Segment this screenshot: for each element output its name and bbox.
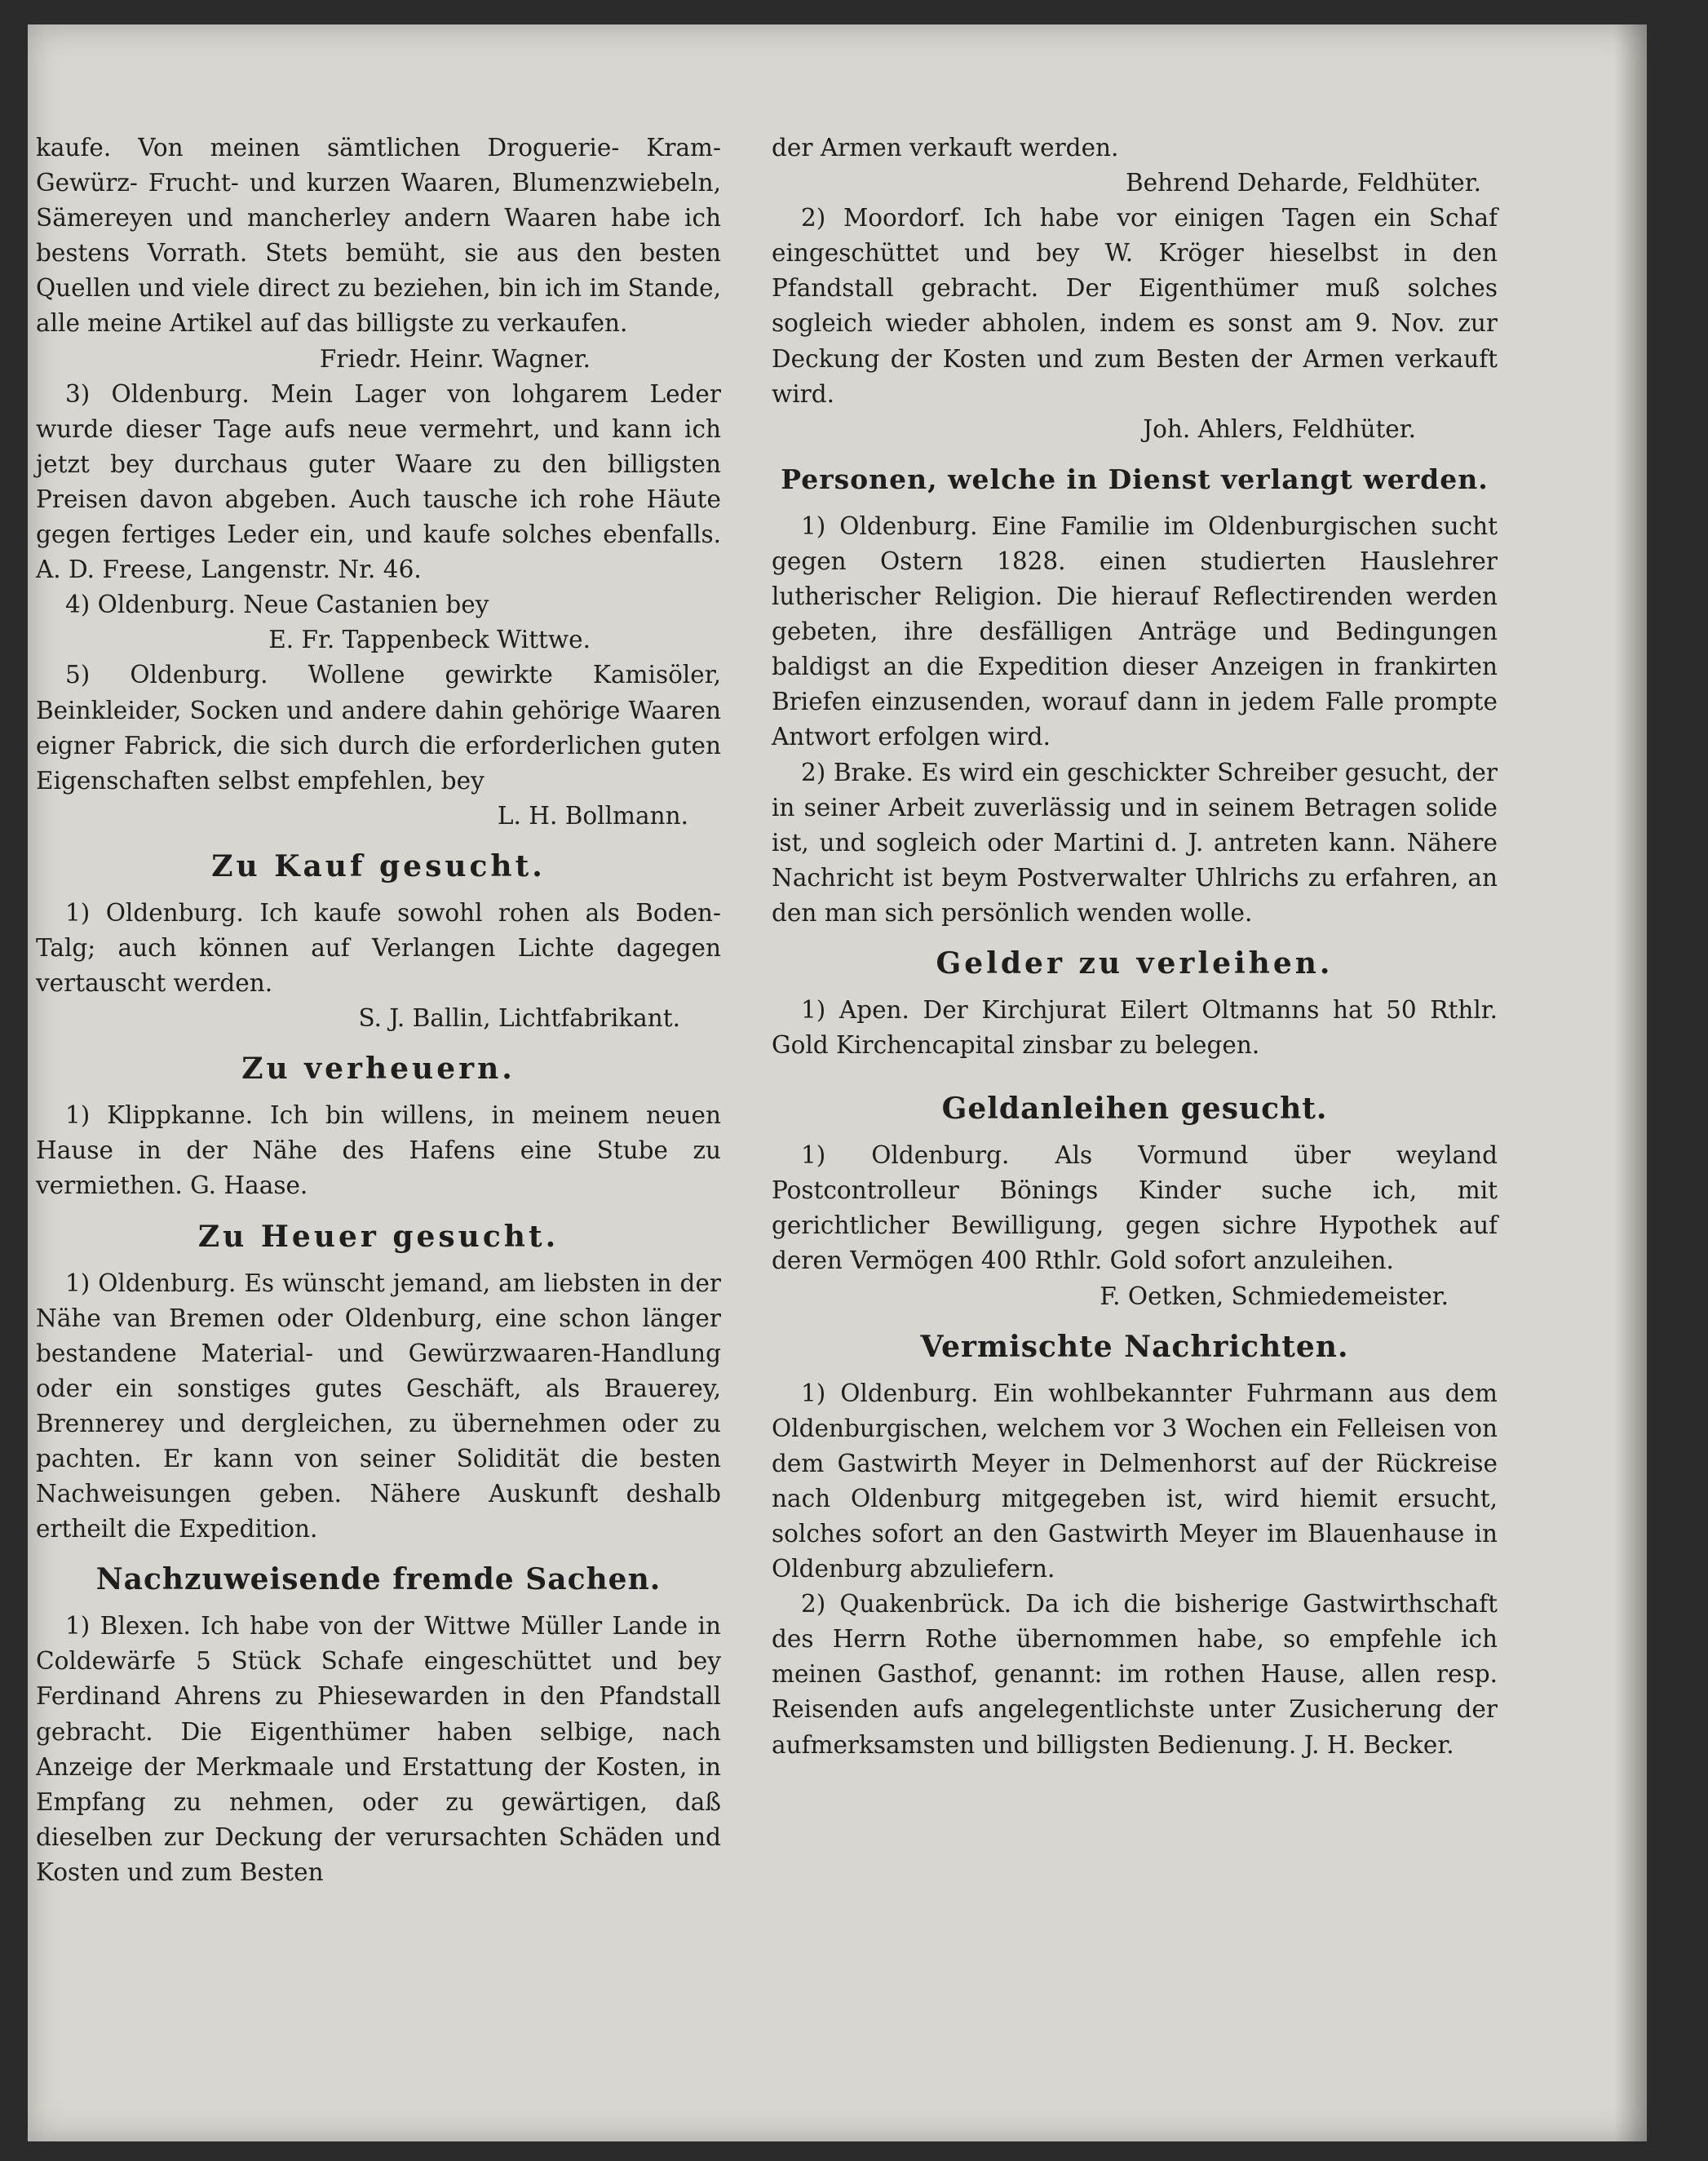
right-column <box>772 131 1498 1763</box>
section-heading: Gelder zu verleihen. <box>936 945 1334 981</box>
notice-text: 1) Apen. Der Kirchjurat Eilert Oltmanns hat 50 Rthlr. Gold Kirchencapital zinsbar zu belegen. <box>772 995 1498 1060</box>
section-heading: Personen, welche in Dienst verlangt werden. <box>781 463 1489 495</box>
notice-text: 1) Oldenburg. Als Vormund über weyland Postcontrolleur Bönings Kinder suche ich, mit gerichtlicher Bewilligung, gegen sichre Hypothek auf deren Vermögen 400 Rthlr. Gold sofort anzuleihen. <box>772 1141 1498 1275</box>
section-heading: Zu Heuer gesucht. <box>197 1219 560 1254</box>
notice-text: 5) Oldenburg. Wollene gewirkte Kamisöler, Beinkleider, Socken und andere dahin gehörige Waaren eigner Fabrick, die sich durch die erforderlichen guten Eigenschaften selbst empfehlen, bey <box>36 661 721 795</box>
notice-text: 1) Blexen. Ich habe von der Wittwe Müller Lande in Coldewärfe 5 Stück Schafe eingeschüttet und bey Ferdinand Ahrens zu Phiesewarden in den Pfandstall gebracht. Die Eigenthümer haben selbige, nach Anzeige der Merkmaale und Erstattung der Kosten, in Empfang zu nehmen, oder zu gewärtigen, daß dieselben zur Deckung der verursachten Schäden und Kosten und zum Besten <box>36 1612 721 1886</box>
notice-text: 2) Brake. Es wird ein geschickter Schreiber gesucht, der in seiner Arbeit zuverlässig und in seinem Betragen solide ist, und sogleich oder Martini d. J. antreten kann. Nähere Nachricht ist beym Postverwalter Uhlrichs zu erfahren, an den man sich persönlich wenden wolle. <box>772 758 1498 927</box>
signature: S. J. Ballin, Lichtfabrikant. <box>358 1004 680 1033</box>
signature: F. Oetken, Schmiedemeister. <box>1100 1282 1449 1310</box>
notice-text: 1) Oldenburg. Ich kaufe sowohl rohen als Boden-Talg; auch können auf Verlangen Lichte dagegen vertauscht werden. <box>36 898 721 998</box>
notice-text: kaufe. Von meinen sämtlichen Droguerie- Kram- Gewürz- Frucht- und kurzen Waaren, Blumenzwiebeln, Sämereyen und mancherley andern Waaren habe ich bestens Vorrath. Stets bemüht, sie aus den besten Quellen und viele direct zu beziehen, bin ich im Stande, alle meine Artikel auf das billigste zu verkaufen. <box>36 134 721 338</box>
notice-text: 4) Oldenburg. Neue Castanien bey <box>65 591 489 619</box>
newspaper-page <box>28 24 1647 2141</box>
notice-text: 1) Oldenburg. Ein wohlbekannter Fuhrmann aus dem Oldenburgischen, welchem vor 3 Wochen ein Felleisen von dem Gastwirth Meyer in Delmenhorst auf der Rückreise nach Oldenburg mitgegeben ist, wird hiemit ersucht, solches sofort an den Gastwirth Meyer im Blauenhause in Oldenburg abzuliefern. <box>772 1379 1498 1583</box>
signature: Friedr. Heinr. Wagner. <box>319 344 591 373</box>
signature: Behrend Deharde, Feldhüter. <box>1125 169 1481 197</box>
section-heading: Geldanleihen gesucht. <box>941 1092 1328 1127</box>
notice-text: 1) Oldenburg. Eine Familie im Oldenburgischen sucht gegen Ostern 1828. einen studierten Hauslehrer lutherischer Religion. Die hierauf Reflectirenden werden gebeten, ihre desfälligen Anträge und Bedingungen baldigst an die Expedition dieser Anzeigen in frankirten Briefen einzusenden, worauf dann in jedem Falle prompte Antwort erfolgen wird. <box>772 511 1498 751</box>
signature: Joh. Ahlers, Feldhüter. <box>1143 414 1416 443</box>
notice-text: der Armen verkauft werden. <box>772 134 1119 162</box>
notice-text: 2) Moordorf. Ich habe vor einigen Tagen ein Schaf eingeschüttet und bey W. Kröger hieselbst in den Pfandstall gebracht. Der Eigenthümer muß solches sogleich wieder abholen, indem es sonst am 9. Nov. zur Deckung der Kosten und zum Besten der Armen verkauft wird. <box>772 204 1498 408</box>
section-heading: Vermischte Nachrichten. <box>920 1329 1349 1364</box>
section-heading: Nachzuweisende fremde Sachen. <box>95 1562 662 1597</box>
notice-text: 3) Oldenburg. Mein Lager von lohgarem Leder wurde dieser Tage aufs neue vermehrt, und kann ich jetzt bey durchaus guter Waare zu den billigsten Preisen davon abgeben. Auch tausche ich rohe Häute gegen fertiges Leder ein, und kaufe solches ebenfalls. A. D. Freese, Langenstr. Nr. 46. <box>36 379 721 584</box>
notice-text: 2) Quakenbrück. Da ich die bisherige Gastwirthschaft des Herrn Rothe übernommen habe, so empfehle ich meinen Gasthof, genannt: im rothen Hause, allen resp. Reisenden aufs angelegentlichste unter Zusicherung der aufmerksamsten und billigsten Bedienung. J. H. Becker. <box>772 1590 1498 1759</box>
section-heading: Zu verheuern. <box>241 1052 515 1087</box>
left-column <box>36 131 721 1890</box>
section-heading: Zu Kauf gesucht. <box>211 848 546 883</box>
signature: L. H. Bollmann. <box>497 801 688 830</box>
notice-text: 1) Klippkanne. Ich bin willens, in meinem neuen Hause in der Nähe des Hafens eine Stube zu vermiethen. G. Haase. <box>36 1101 721 1200</box>
notice-text: 1) Oldenburg. Es wünscht jemand, am liebsten in der Nähe van Bremen oder Oldenburg, eine schon länger bestandene Material- und Gewürzwaaren-Handlung oder ein sonstiges gutes Geschäft, als Brauerey, Brennerey und dergleichen, zu übernehmen oder zu pachten. Er kann von seiner Solidität die besten Nachweisungen geben. Nähere Auskunft deshalb ertheilt die Expedition. <box>36 1269 721 1543</box>
signature: E. Fr. Tappenbeck Wittwe. <box>268 626 591 654</box>
